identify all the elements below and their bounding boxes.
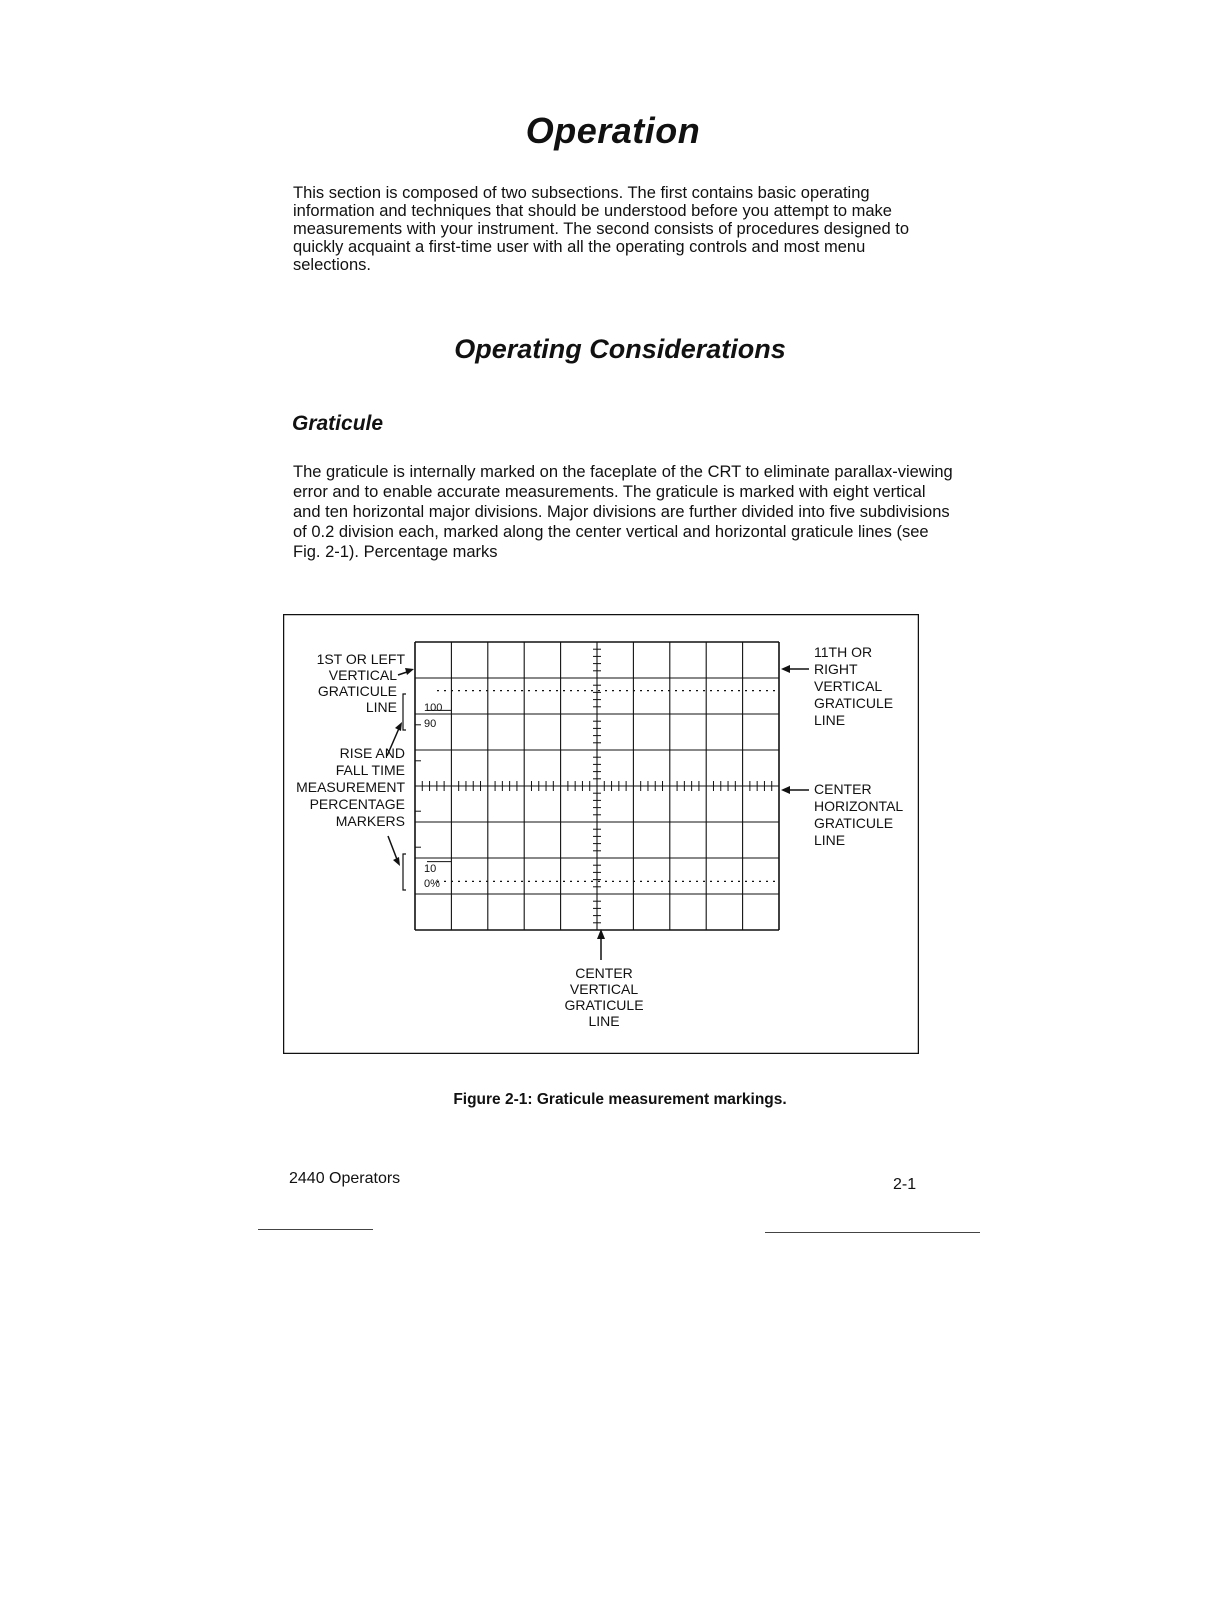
upper-percent-arrowhead <box>395 722 402 731</box>
percent-mark-90: 90 <box>424 718 437 730</box>
right-vertical-label <box>814 644 893 728</box>
rise-fall-label-line5: MARKERS <box>335 813 405 829</box>
left-vertical-label <box>317 651 406 715</box>
center-horizontal-label-line1: CENTER <box>814 781 872 797</box>
center-horizontal-arrowhead <box>781 786 790 794</box>
right-vertical-label-line4: GRATICULE <box>814 695 894 711</box>
right-vertical-label-line1: 11TH OR <box>814 644 873 660</box>
center-horizontal-label-line3: GRATICULE <box>814 815 894 831</box>
left-vertical-label-line1: 1ST OR LEFT <box>316 651 405 667</box>
percent-mark-10: 10 <box>424 863 437 875</box>
right-vertical-label-line5: LINE <box>814 712 846 728</box>
footer-page-number: 2-1 <box>893 1176 917 1193</box>
right-vertical-arrowhead <box>781 665 790 673</box>
left-vertical-arrowhead <box>405 668 414 675</box>
lower-percent-bracket <box>403 854 406 890</box>
center-vertical-label-line3: GRATICULE <box>564 997 644 1013</box>
center-horizontal-label <box>814 781 903 848</box>
left-vertical-label-line2: VERTICAL <box>328 667 397 683</box>
percent-mark-100: 100 <box>424 702 443 714</box>
bottom-rule-right <box>765 1232 980 1233</box>
intro-paragraph: This section is composed of two subsections. The first contains basic operating information and techniques that should be understood before you attempt to make measurements with your instrument. The second consists of procedures designed to quickly acquaint a first-time user with all the operating controls and most menu selections. <box>293 184 910 274</box>
lower-percent-arrow <box>388 836 398 862</box>
rise-fall-label-line1: RISE AND <box>339 745 405 761</box>
rise-fall-label-line3: MEASUREMENT <box>296 779 405 795</box>
figure-caption: Figure 2-1: Graticule measurement markings. <box>453 1091 787 1108</box>
center-horizontal-label-line2: HORIZONTAL <box>814 798 904 814</box>
graticule-paragraph: The graticule is internally marked on the faceplate of the CRT to eliminate parallax-viewing error and to enable accurate measurements. The graticule is marked with eight vertical and ten horizontal major divisions. Major divisions are further divided into five subdivisions of 0.2 division each, marked along the center vertical and horizontal graticule lines (see Fig. 2-1). Percentage marks <box>293 463 953 561</box>
footer-manual-name: 2440 Operators <box>289 1170 401 1187</box>
page-title: Operation <box>525 110 701 151</box>
left-vertical-label-line4: LINE <box>365 699 397 715</box>
rise-fall-label <box>296 745 405 829</box>
center-vertical-label <box>564 965 643 1029</box>
graticule-diagram <box>283 614 919 1054</box>
right-vertical-label-line3: VERTICAL <box>814 678 883 694</box>
rise-fall-label-line2: FALL TIME <box>335 762 405 778</box>
right-vertical-label-line2: RIGHT <box>814 661 858 677</box>
center-vertical-label-line1: CENTER <box>575 965 633 981</box>
center-horizontal-label-line4: LINE <box>814 832 846 848</box>
bottom-rule-left <box>258 1229 373 1230</box>
subsection-title: Graticule <box>292 412 384 435</box>
graticule-grid <box>415 642 779 930</box>
graticule-figure <box>283 614 919 1054</box>
center-vertical-label-line4: LINE <box>588 1013 620 1029</box>
left-vertical-label-line3: GRATICULE <box>317 683 397 699</box>
percent-mark-0: 0% <box>424 878 440 890</box>
center-vertical-label-line2: VERTICAL <box>569 981 639 997</box>
section-title: Operating Considerations <box>454 334 786 364</box>
lower-percent-arrowhead <box>393 857 400 866</box>
rise-fall-label-line4: PERCENTAGE <box>309 796 405 812</box>
upper-percent-bracket <box>403 694 406 730</box>
